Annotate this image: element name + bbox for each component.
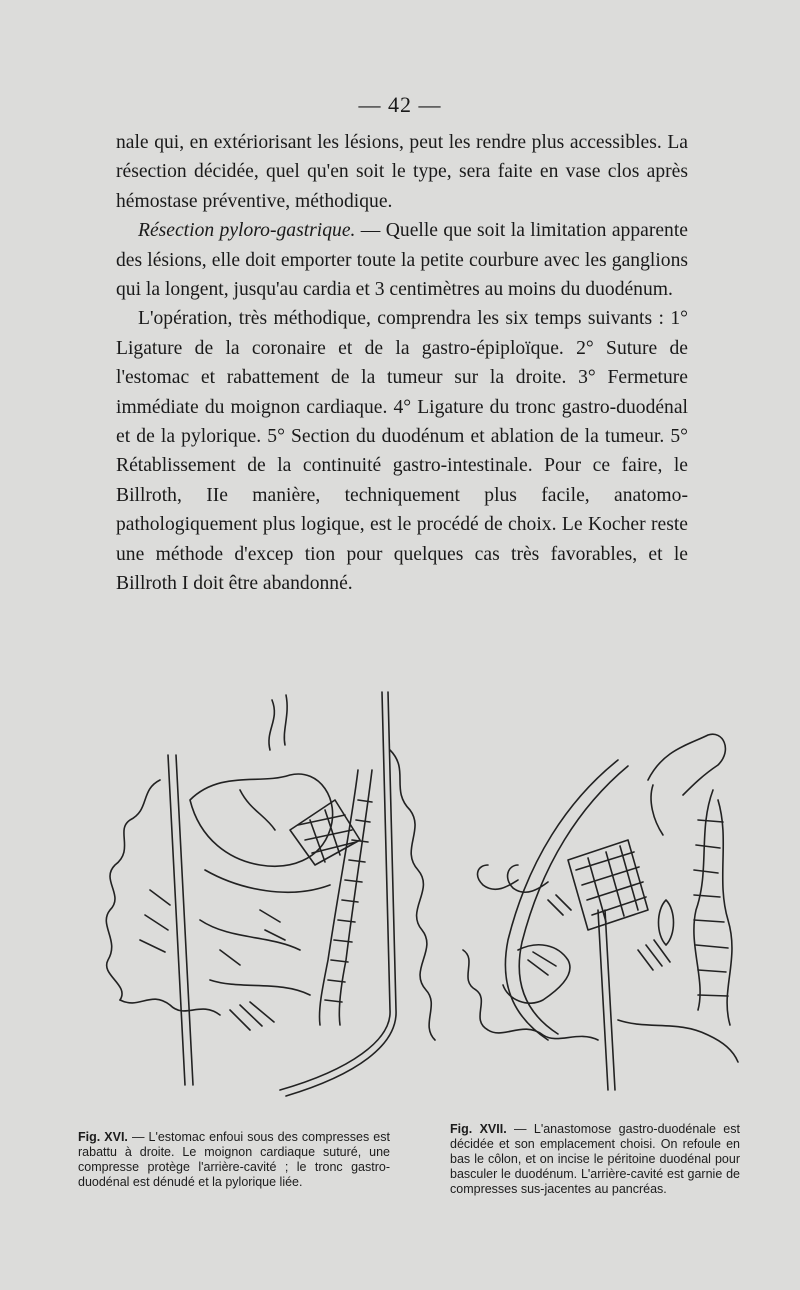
paragraph-2-text: — Quelle que soit la limitation apparente des lésions, elle doit emporter toute la petite courbure avec les ganglions qui la longent, jusqu'au cardia et 3 centimètres au moins du duodénum.	[116, 220, 688, 301]
figure-xvii-caption-text: — L'anastomose gastro-duodénale est décidée et son emplacement choisi. On refoule en bas le côlon, et on incise le péritoine duodénal pour basculer le duodénum. L'arrière-cavité est garnie de compresses sus-jacentes au pancréas.	[450, 1122, 740, 1196]
body-text	[116, 128, 688, 599]
page-number: — 42 —	[358, 92, 442, 117]
figure-xvi-illustration	[90, 690, 450, 1100]
figure-xvii-label: Fig. XVII.	[450, 1122, 507, 1136]
figure-xvi-caption	[78, 1130, 390, 1190]
section-heading-resection: Résection pyloro-gastrique.	[138, 220, 356, 242]
paragraph-1: nale qui, en extériorisant les lésions, peut les rendre plus accessibles. La résection décidée, quel qu'en soit le type, sera faite en vase clos après hémostase préventive, méthodique.	[116, 132, 688, 212]
paragraph-3: L'opération, très méthodique, comprendra les six temps suivants : 1° Ligature de la coronaire et de la gastro-épiploïque. 2° Suture de l'estomac et rabattement de la tumeur sur la droite. 3° Fermeture immédiate du moignon cardiaque. 4° Ligature du tronc gastro-duodénal et de la pylorique. 5° Section du duodénum et ablation de la tumeur. 5° Rétablissement de la continuité gastro-intestinale. Pour ce faire, le Billroth, IIe manière, techniquement plus facile, anatomo-pathologiquement plus logique, est le procédé de choix. Le Kocher reste une méthode d'excep tion pour quelques cas très favorables, et le Billroth I doit être abandonné.	[116, 308, 688, 595]
figure-xvii-illustration	[448, 690, 748, 1100]
figure-xvii-caption	[450, 1122, 740, 1197]
figure-xvi-caption-text: — L'estomac enfoui sous des compresses est rabattu à droite. Le moignon cardiaque suturé, une compresse protège l'arrière-cavité ; le tronc gastro-duodénal est dénudé et la pylorique liée.	[78, 1130, 390, 1189]
figure-xvi-label: Fig. XVI.	[78, 1130, 128, 1144]
paragraph-2	[116, 216, 688, 304]
